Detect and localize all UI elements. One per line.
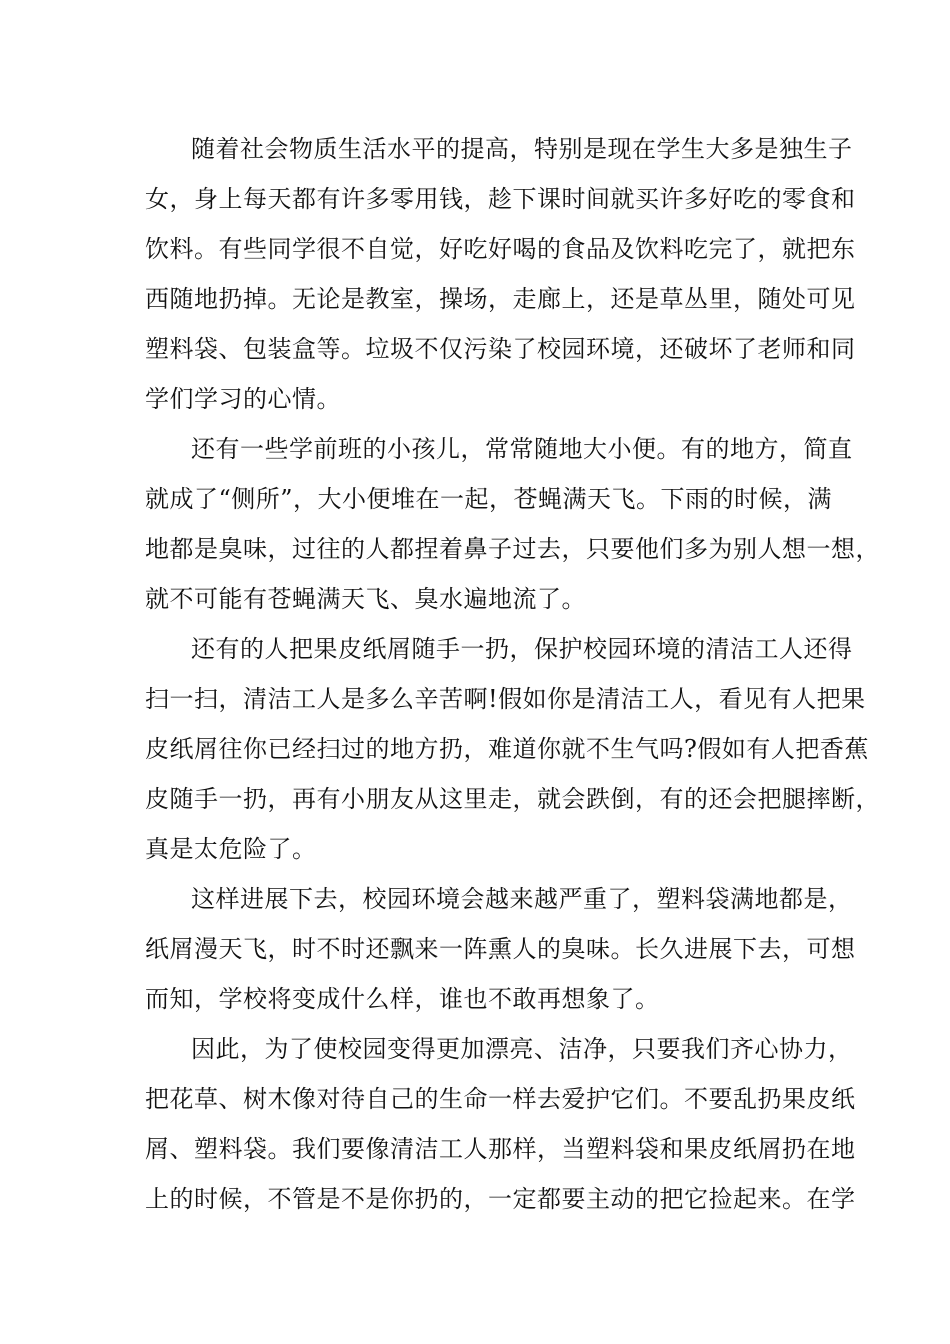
text-line: 而知，学校将变成什么样，谁也不敢再想象了。 (145, 985, 660, 1013)
text-line: 上的时候，不管是不是你扔的，一定都要主动的把它捡起来。在学 (145, 1185, 856, 1213)
text-line: 西随地扔掉。无论是教室，操场，走廊上，还是草丛里，随处可见 (145, 285, 856, 313)
text-line: 饮料。有些同学很不自觉，好吃好喝的食品及饮料吃完了，就把东 (145, 235, 856, 263)
text-line: 屑、塑料袋。我们要像清洁工人那样，当塑料袋和果皮纸屑扔在地 (145, 1135, 856, 1163)
paragraph-5 (145, 1024, 856, 1224)
document-body (145, 124, 880, 1224)
paragraph-3 (145, 624, 880, 874)
text-line: 皮随手一扔，再有小朋友从这里走，就会跌倒，有的还会把腿摔断， (145, 785, 880, 813)
paragraph-4 (145, 874, 856, 1024)
text-line: 塑料袋、包装盒等。垃圾不仅污染了校园环境，还破坏了老师和同 (145, 335, 856, 363)
text-line: 学们学习的心情。 (145, 385, 341, 413)
text-line: 皮纸屑往你已经扫过的地方扔，难道你就不生气吗?假如有人把香蕉 (145, 735, 869, 763)
text-line: 这样进展下去，校园环境会越来越严重了，塑料袋满地都是， (191, 885, 853, 913)
text-line: 还有一些学前班的小孩儿，常常随地大小便。有的地方，简直 (191, 435, 853, 463)
text-line: 女，身上每天都有许多零用钱，趁下课时间就买许多好吃的零食和 (145, 185, 856, 213)
paragraph-1 (145, 124, 856, 424)
text-line: 还有的人把果皮纸屑随手一扔，保护校园环境的清洁工人还得 (191, 635, 853, 663)
text-line: 地都是臭味，过往的人都捏着鼻子过去，只要他们多为别人想一想， (145, 535, 880, 563)
paragraph-2 (145, 424, 880, 624)
text-line: 扫一扫，清洁工人是多么辛苦啊!假如你是清洁工人，看见有人把果 (145, 685, 866, 713)
text-line: 纸屑漫天飞，时不时还飘来一阵熏人的臭味。长久进展下去，可想 (145, 935, 856, 963)
text-line: 就成了“侧所”，大小便堆在一起，苍蝇满天飞。下雨的时候，满 (145, 485, 833, 513)
text-line: 真是太危险了。 (145, 835, 317, 863)
text-line: 就不可能有苍蝇满天飞、臭水遍地流了。 (145, 585, 586, 613)
text-line: 因此，为了使校园变得更加漂亮、洁净，只要我们齐心协力， (191, 1035, 853, 1063)
text-line: 随着社会物质生活水平的提高，特别是现在学生大多是独生子 (191, 135, 853, 163)
text-line: 把花草、树木像对待自己的生命一样去爱护它们。不要乱扔果皮纸 (145, 1085, 856, 1113)
